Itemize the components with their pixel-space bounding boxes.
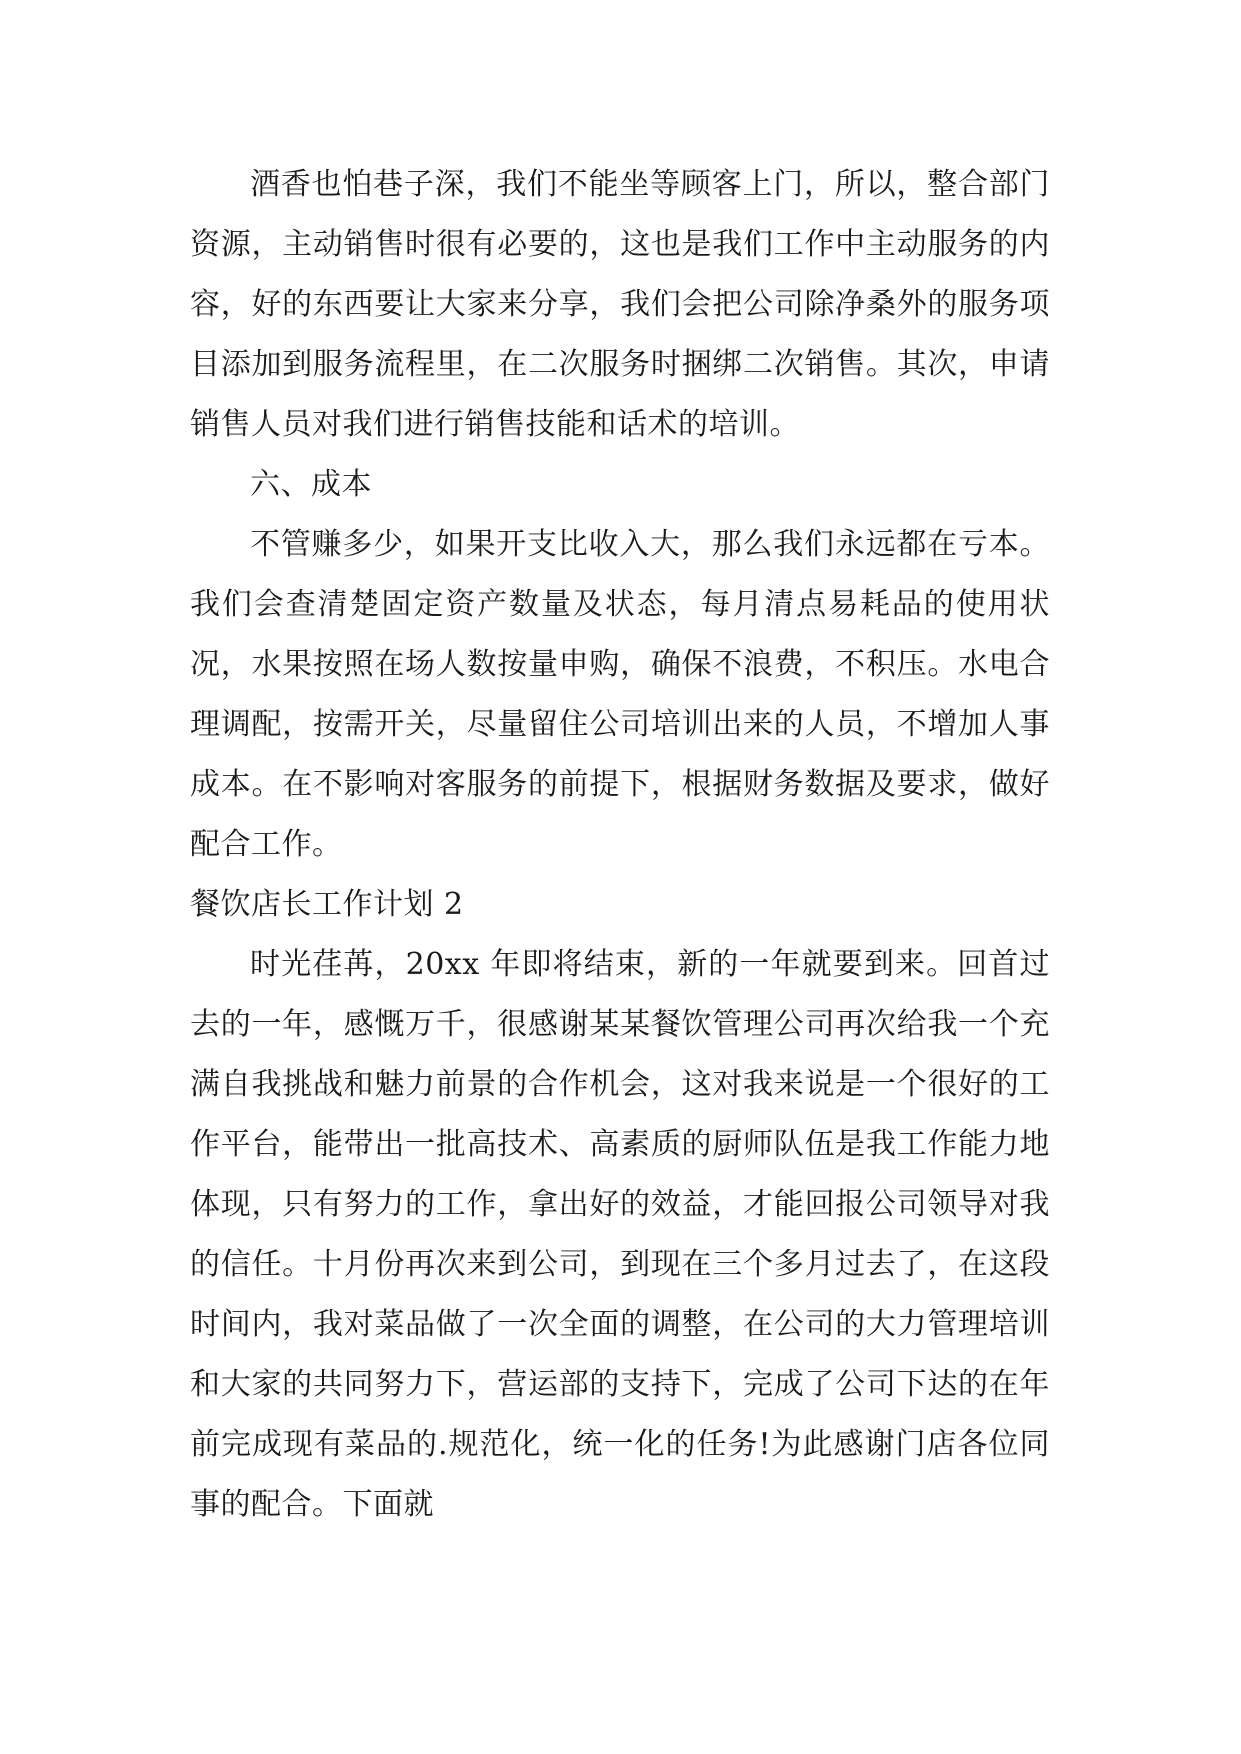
plan-title: 餐饮店长工作计划 2 bbox=[190, 887, 464, 922]
paragraph-cost: 不管赚多少，如果开支比收入大，那么我们永远都在亏本。我们会查清楚固定资产数量及状态，每月清点易耗品的使用状况，水果按照在场人数按量申购，确保不浪费，不积压。水电合理调配，按需开关，尽量留住公司培训出来的人员，不增加人事成本。在不影响对客服务的前提下，根据财务数据及要求，做好配合工作。 bbox=[190, 527, 1050, 862]
section-heading-cost: 六、成本 bbox=[250, 467, 372, 502]
document-body bbox=[190, 155, 1050, 1535]
paragraph-promotion: 酒香也怕巷子深，我们不能坐等顾客上门，所以，整合部门资源，主动销售时很有必要的，这也是我们工作中主动服务的内容，好的东西要让大家来分享，我们会把公司除净桑外的服务项目添加到服务流程里，在二次服务时捆绑二次销售。其次，申请销售人员对我们进行销售技能和话术的培训。 bbox=[190, 167, 1050, 442]
paragraph-review: 时光荏苒，20xx 年即将结束，新的一年就要到来。回首过去的一年，感慨万千，很感谢某某餐饮管理公司再次给我一个充满自我挑战和魅力前景的合作机会，这对我来说是一个很好的工作平台，能带出一批高技术、高素质的厨师队伍是我工作能力地体现，只有努力的工作，拿出好的效益，才能回报公司领导对我的信任。十月份再次来到公司，到现在三个多月过去了，在这段时间内，我对菜品做了一次全面的调整，在公司的大力管理培训和大家的共同努力下，营运部的支持下，完成了公司下达的在年前完成现有菜品的.规范化，统一化的任务!为此感谢门店各位同事的配合。下面就 bbox=[190, 947, 1050, 1522]
